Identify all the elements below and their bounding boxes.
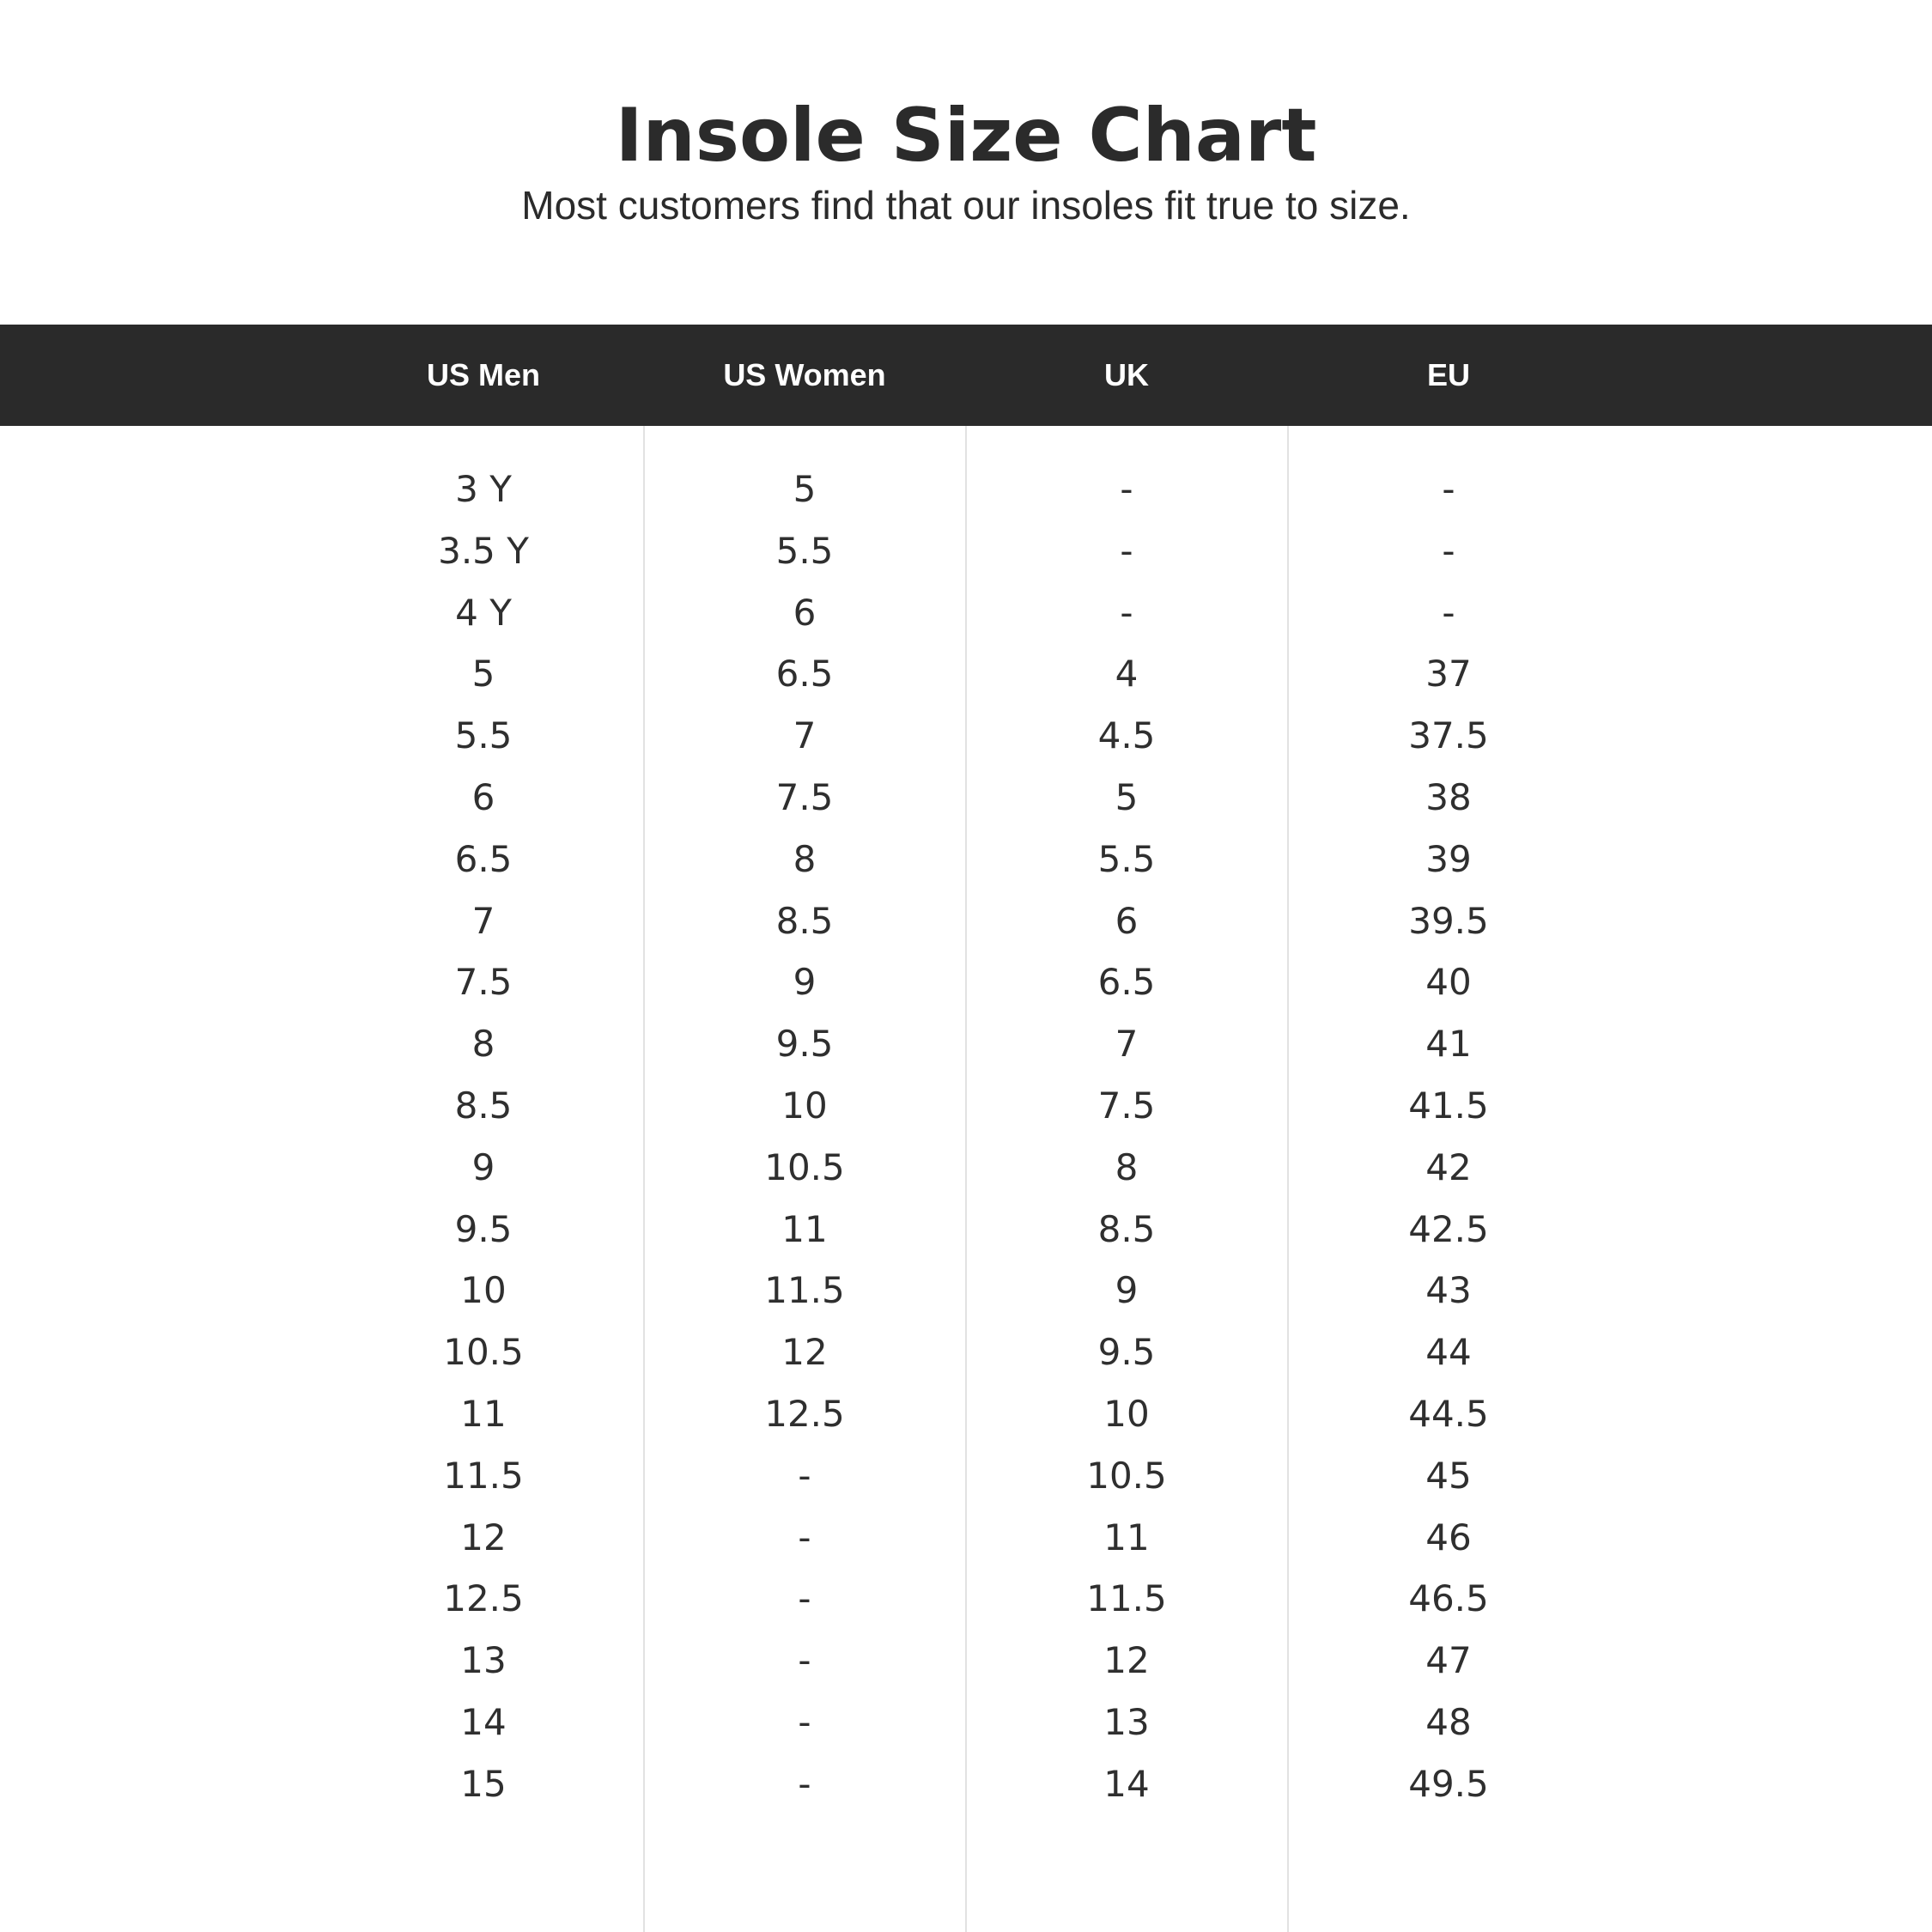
size-cell-us-men: 9 bbox=[471, 1145, 495, 1188]
size-cell-us-men: 7.5 bbox=[454, 961, 513, 1004]
size-cell-uk: 4 bbox=[1115, 653, 1139, 696]
size-cell-eu: 48 bbox=[1425, 1700, 1472, 1743]
size-cell-us-women: 5.5 bbox=[775, 529, 834, 572]
size-cell-uk: 9 bbox=[1115, 1269, 1139, 1312]
size-cell-eu: 43 bbox=[1425, 1269, 1472, 1312]
size-cell-us-women: 11 bbox=[781, 1207, 828, 1250]
size-cell-us-women: - bbox=[798, 1762, 811, 1805]
page-subtitle: Most customers find that our insoles fit true to size. bbox=[521, 183, 1411, 228]
size-cell-us-women: - bbox=[798, 1639, 811, 1682]
size-cell-us-women: 12.5 bbox=[764, 1392, 845, 1435]
column-header-uk: UK bbox=[1104, 357, 1149, 392]
size-cell-eu: - bbox=[1442, 468, 1455, 510]
size-cell-us-women: - bbox=[798, 1516, 811, 1558]
size-cell-eu: 41.5 bbox=[1408, 1084, 1489, 1127]
size-cell-us-men: 10.5 bbox=[443, 1331, 524, 1374]
size-cell-uk: 4.5 bbox=[1097, 714, 1156, 757]
size-cell-eu: - bbox=[1442, 529, 1455, 572]
size-cell-eu: 42 bbox=[1425, 1145, 1472, 1188]
size-cell-us-women: 11.5 bbox=[764, 1269, 845, 1312]
size-cell-us-women: 10.5 bbox=[764, 1145, 845, 1188]
size-cell-uk: - bbox=[1120, 591, 1133, 634]
size-cell-uk: 10.5 bbox=[1086, 1454, 1167, 1497]
size-cell-eu: 41 bbox=[1425, 1023, 1472, 1066]
size-cell-us-men: 15 bbox=[460, 1762, 507, 1805]
size-cell-uk: 6.5 bbox=[1097, 961, 1156, 1004]
size-cell-us-men: 8.5 bbox=[454, 1084, 513, 1127]
size-cell-us-men: 7 bbox=[471, 899, 495, 942]
size-cell-uk: 7.5 bbox=[1097, 1084, 1156, 1127]
column-us-women bbox=[644, 459, 965, 1815]
size-cell-us-men: 11 bbox=[460, 1392, 507, 1435]
size-cell-us-men: 3 Y bbox=[455, 468, 512, 510]
size-cell-eu: 42.5 bbox=[1408, 1207, 1489, 1250]
size-cell-us-men: 10 bbox=[460, 1269, 507, 1312]
size-cell-uk: - bbox=[1120, 529, 1133, 572]
size-cell-eu: 47 bbox=[1425, 1639, 1472, 1682]
size-cell-uk: 7 bbox=[1115, 1023, 1139, 1066]
column-header-us-men: US Men bbox=[426, 357, 540, 392]
size-cell-us-men: 13 bbox=[460, 1639, 507, 1682]
size-cell-eu: 44 bbox=[1425, 1331, 1472, 1374]
column-eu bbox=[1288, 459, 1609, 1815]
size-cell-uk: 11 bbox=[1103, 1516, 1150, 1558]
size-cell-us-men: 6.5 bbox=[454, 837, 513, 880]
size-cell-eu: 46.5 bbox=[1408, 1577, 1489, 1620]
size-cell-us-women: 7 bbox=[793, 714, 817, 757]
size-cell-us-men: 5 bbox=[471, 653, 495, 696]
size-cell-eu: 49.5 bbox=[1408, 1762, 1489, 1805]
column-header-eu: EU bbox=[1426, 357, 1470, 392]
size-cell-uk: 12 bbox=[1103, 1639, 1150, 1682]
size-cell-us-women: 9 bbox=[793, 961, 817, 1004]
size-cell-eu: 44.5 bbox=[1408, 1392, 1489, 1435]
size-cell-us-women: 8 bbox=[793, 837, 817, 880]
size-cell-us-men: 4 Y bbox=[455, 591, 512, 634]
size-cell-us-men: 3.5 Y bbox=[438, 529, 529, 572]
size-cell-uk: 10 bbox=[1103, 1392, 1150, 1435]
size-cell-us-women: 7.5 bbox=[775, 775, 834, 818]
size-cell-us-women: - bbox=[798, 1577, 811, 1620]
size-cell-us-men: 6 bbox=[471, 775, 495, 818]
size-cell-uk: 9.5 bbox=[1097, 1331, 1156, 1374]
size-cell-eu: 37.5 bbox=[1408, 714, 1489, 757]
size-cell-us-women: 6.5 bbox=[775, 653, 834, 696]
size-cell-us-men: 8 bbox=[471, 1023, 495, 1066]
size-cell-us-men: 11.5 bbox=[443, 1454, 524, 1497]
size-cell-uk: 8.5 bbox=[1097, 1207, 1156, 1250]
size-cell-eu: 39 bbox=[1425, 837, 1472, 880]
size-cell-uk: 5 bbox=[1115, 775, 1139, 818]
size-cell-eu: 45 bbox=[1425, 1454, 1472, 1497]
size-cell-uk: 5.5 bbox=[1097, 837, 1156, 880]
column-uk bbox=[966, 459, 1287, 1815]
column-header-us-women: US Women bbox=[723, 357, 886, 392]
column-us-men bbox=[323, 459, 644, 1815]
size-cell-uk: 13 bbox=[1103, 1700, 1150, 1743]
size-cell-eu: 46 bbox=[1425, 1516, 1472, 1558]
size-cell-eu: 40 bbox=[1425, 961, 1472, 1004]
size-cell-us-women: 5 bbox=[793, 468, 817, 510]
size-cell-uk: - bbox=[1120, 468, 1133, 510]
size-cell-us-women: - bbox=[798, 1454, 811, 1497]
size-cell-uk: 11.5 bbox=[1086, 1577, 1167, 1620]
size-cell-eu: 37 bbox=[1425, 653, 1472, 696]
size-cell-us-men: 5.5 bbox=[454, 714, 513, 757]
size-cell-eu: 38 bbox=[1425, 775, 1472, 818]
size-cell-us-men: 12.5 bbox=[443, 1577, 524, 1620]
size-cell-us-women: 8.5 bbox=[775, 899, 834, 942]
size-cell-us-women: 9.5 bbox=[775, 1023, 834, 1066]
size-cell-us-women: 6 bbox=[793, 591, 817, 634]
size-cell-uk: 6 bbox=[1115, 899, 1139, 942]
size-cell-us-men: 12 bbox=[460, 1516, 507, 1558]
size-cell-eu: 39.5 bbox=[1408, 899, 1489, 942]
size-cell-us-women: 10 bbox=[781, 1084, 828, 1127]
size-cell-us-women: - bbox=[798, 1700, 811, 1743]
size-cell-eu: - bbox=[1442, 591, 1455, 634]
size-cell-us-women: 12 bbox=[781, 1331, 828, 1374]
size-cell-uk: 8 bbox=[1115, 1145, 1139, 1188]
page-title: Insole Size Chart bbox=[615, 93, 1317, 179]
size-cell-uk: 14 bbox=[1103, 1762, 1150, 1805]
size-cell-us-men: 14 bbox=[460, 1700, 507, 1743]
table-header bbox=[0, 325, 1932, 426]
size-cell-us-men: 9.5 bbox=[454, 1207, 513, 1250]
